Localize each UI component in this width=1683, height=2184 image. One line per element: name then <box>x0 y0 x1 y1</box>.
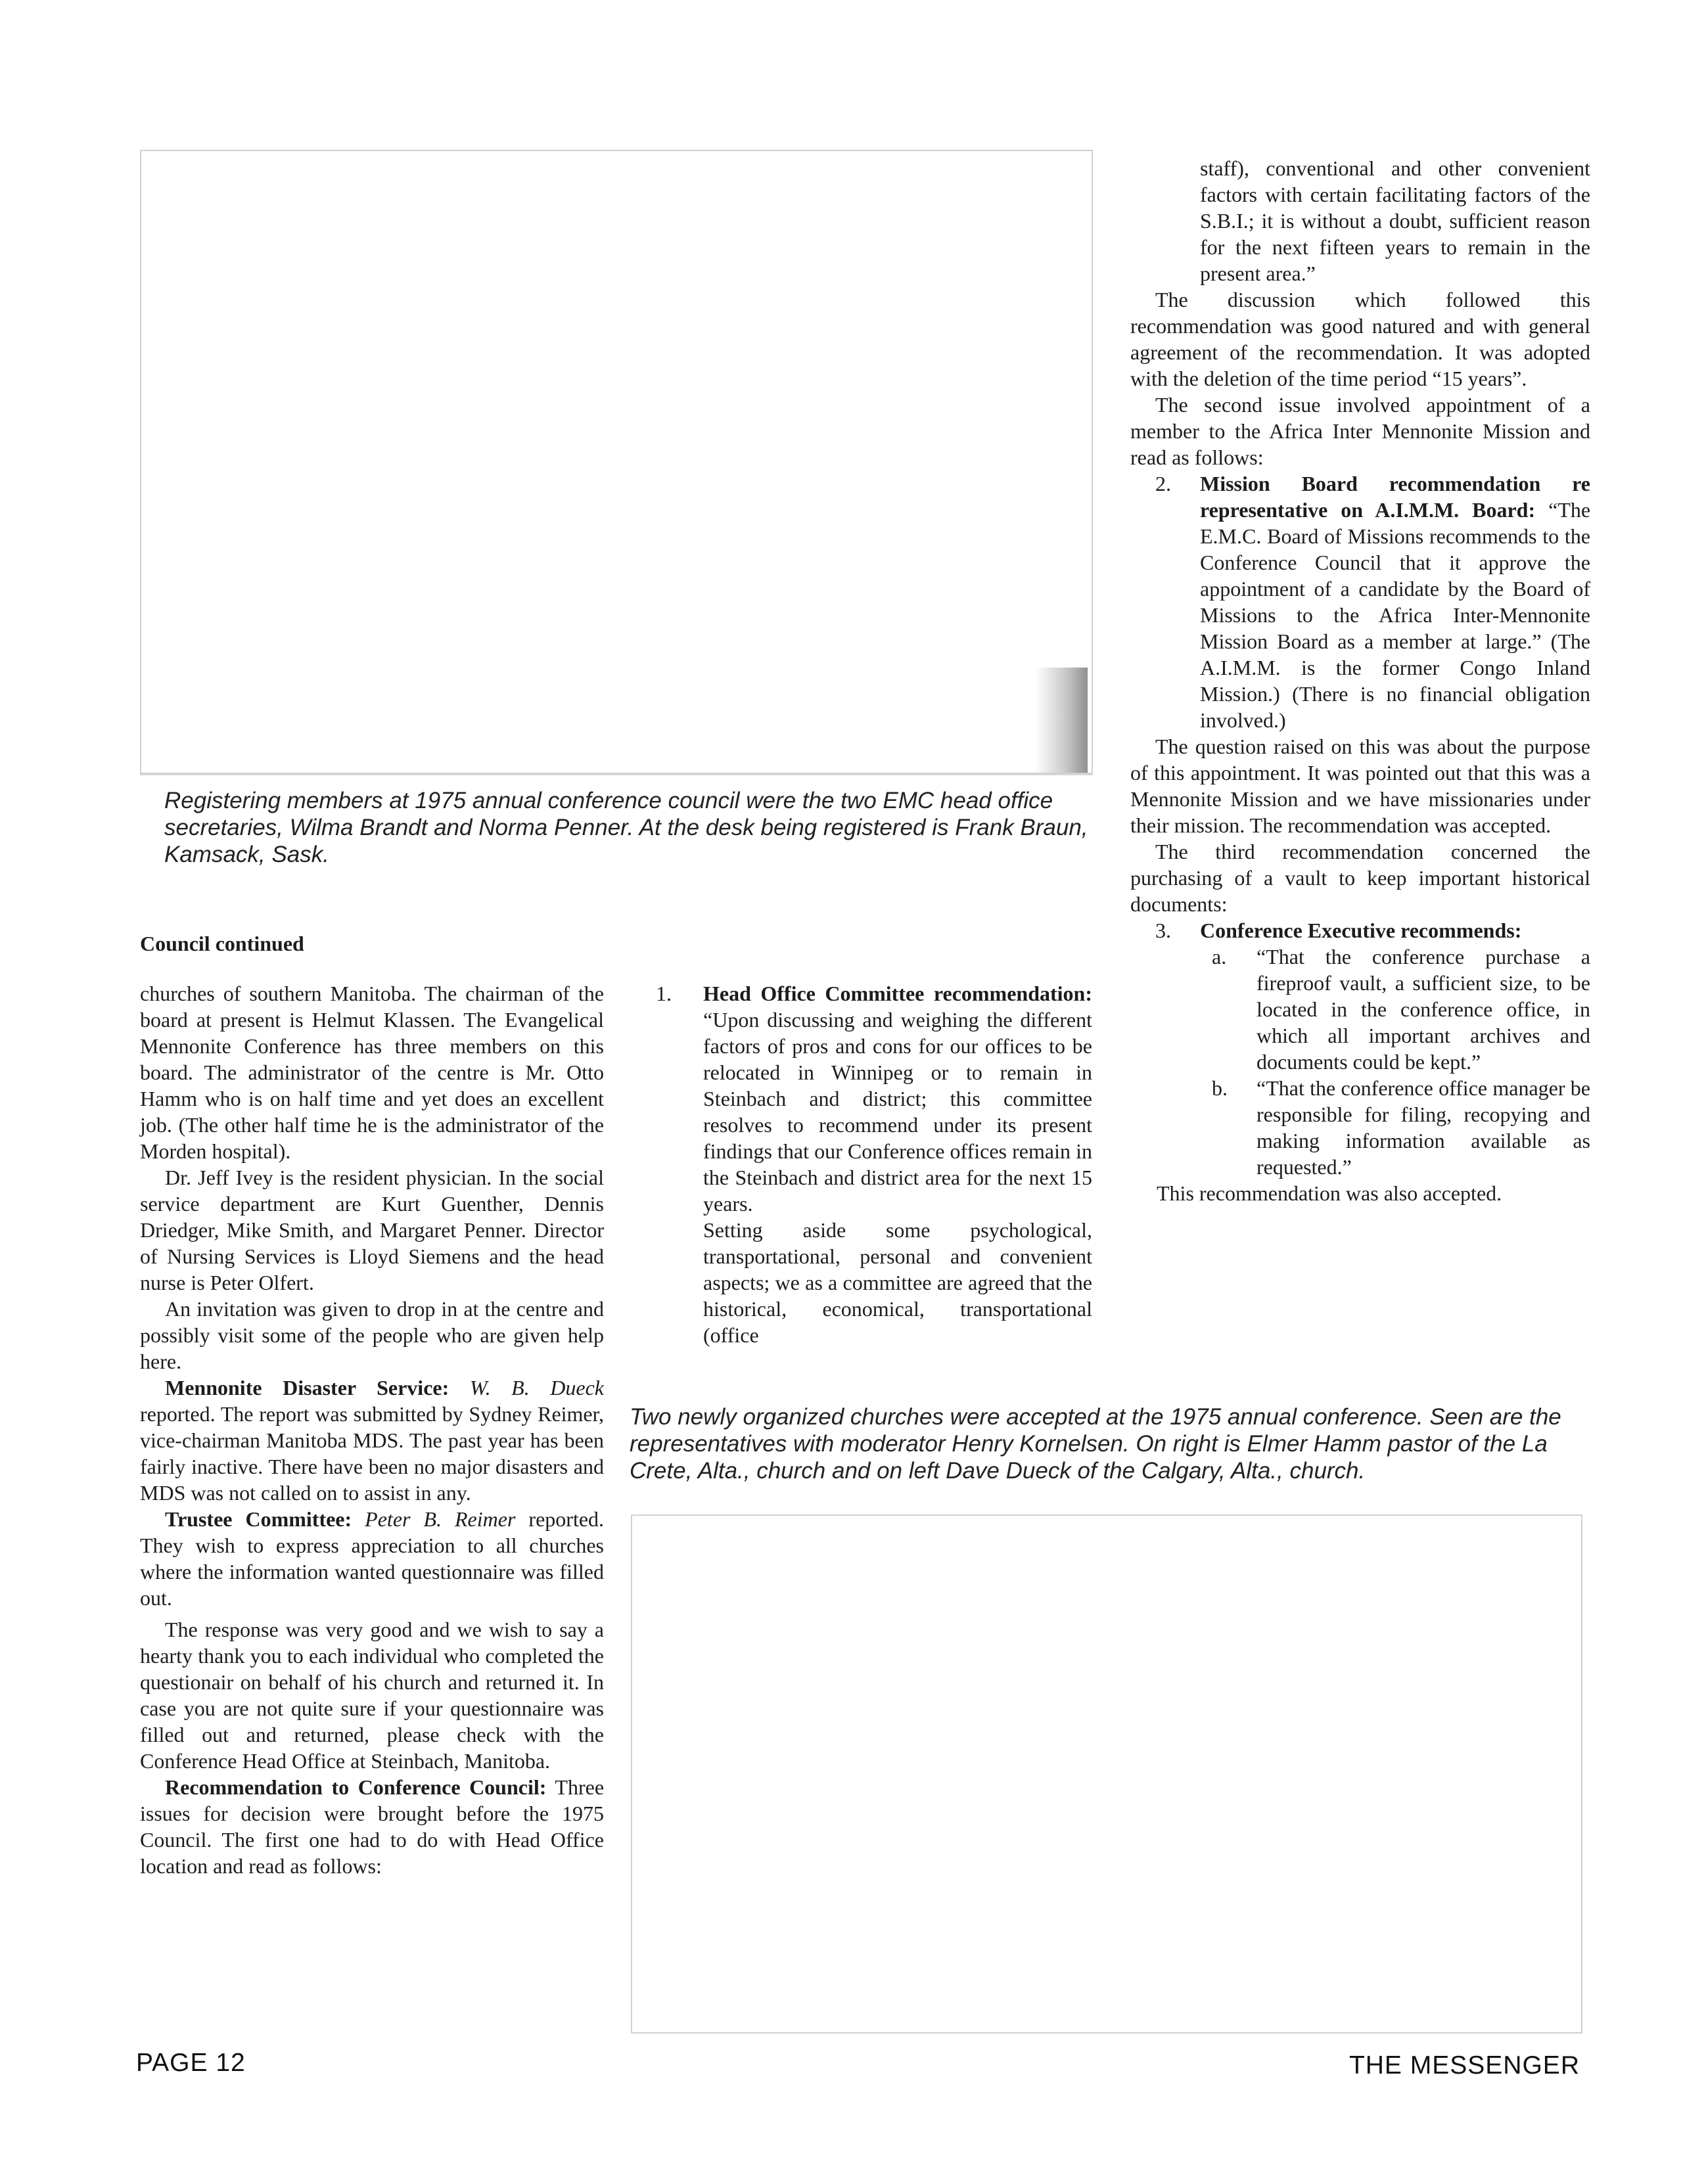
paragraph: The second issue involved appointment of a member to the Africa Inter Mennonite Mission and read as follows: <box>1130 393 1590 469</box>
list-item-label: Conference Executive recommends: <box>1200 919 1522 942</box>
list-item-label: Mission Board recommendation re representative on A.I.M.M. Board: <box>1200 472 1590 522</box>
mds-text: reported. The report was submitted by Sydney Reimer, vice-chairman Manitoba MDS. The past year has been fairly inactive. There have been no major disasters and MDS was not called on to assist in any. <box>140 1402 604 1505</box>
paragraph: churches of southern Manitoba. The chairman of the board at present is Helmut Klassen. The Evangelical Mennonite Conference has three members on this board. The administrator of the centre is Mr. Otto Hamm who is on half time and yet does an excellent job. (The other half time he is the administrator of the Morden hospital). <box>140 982 604 1163</box>
list-item-1 <box>651 980 1092 1217</box>
paragraph: The discussion which followed this recommendation was good natured and with general agreement of the recommendation. It was adopted with the deletion of the time period “15 years”. <box>1130 288 1590 390</box>
paragraph-recommendation <box>140 1774 604 1879</box>
column-2 <box>651 980 1092 1348</box>
top-photo <box>140 150 1093 774</box>
paragraph: The third recommendation concerned the purchasing of a vault to keep important historical documents: <box>1130 840 1590 916</box>
recommendation-text: Three issues for decision were brought before the 1975 Council. The first one had to do with Head Office location and read as follows: <box>140 1775 605 1878</box>
list-item-label: Head Office Committee recommendation: <box>703 982 1092 1005</box>
trustee-name: Peter B. Reimer <box>365 1507 516 1531</box>
bottom-photo <box>631 1514 1582 2034</box>
mds-name: W. B. Dueck <box>469 1376 605 1399</box>
list-item-text: “The E.M.C. Board of Missions recommends to the Conference Council that it approve the appointment of a candidate by the Board of Missions to the Africa Inter-Mennonite Mission Board as a member at large.” (The A.I.M.M. is the former Congo Inland Mission.) (There is no financial obligation involved.) <box>1200 498 1591 732</box>
bottom-photo-caption: Two newly organized churches were accepted at the 1975 annual conference. Seen are the representatives with moderator Henry Kornelsen. On right is Elmer Hamm pastor of the La Crete, Alta., church and on left Dave Dueck of the Calgary, Alta., church. <box>630 1404 1561 1484</box>
page-number: PAGE 12 <box>136 2049 246 2077</box>
mds-label: Mennonite Disaster Service: <box>165 1376 450 1399</box>
photo-shadow-mark <box>1035 668 1088 773</box>
paragraph: The question raised on this was about the purpose of this appointment. It was pointed out that this was a Mennonite Mission and we have missionaries under their mission. The recommendation was accepted. <box>1130 735 1590 837</box>
paragraph-trustee <box>140 1506 604 1611</box>
sub-item-letter: b. <box>1212 1076 1228 1100</box>
list-item-body <box>1200 470 1590 733</box>
sub-item-text: “That the conference purchase a fireproof vault, a sufficient size, to be located in the conference office, in which all important archives and documents could be kept.” <box>1256 945 1590 1074</box>
recommendation-label: Recommendation to Conference Council: <box>165 1775 547 1799</box>
sub-item-letter: a. <box>1212 945 1227 968</box>
paragraph: Setting aside some psychological, transportational, personal and convenient aspects; we as a committee are agreed that the historical, economical, transportational (office <box>703 1218 1092 1347</box>
paragraph: An invitation was given to drop in at the centre and possibly visit some of the people who are given help here. <box>140 1297 604 1373</box>
paragraph: The response was very good and we wish to say a hearty thank you to each individual who completed the questionair on behalf of his church and returned it. In case you are not quite sure if your questionnaire was filled out and returned, please check with the Conference Head Office at Steinbach, Manitoba. <box>140 1618 604 1773</box>
column-1 <box>140 930 604 1879</box>
publication-title: THE MESSENGER <box>1349 2051 1580 2080</box>
list-item-body <box>1200 917 1590 944</box>
list-item-body <box>703 980 1092 1217</box>
paragraph: This recommendation was also accepted. <box>1157 1181 1502 1205</box>
paragraph-mds <box>140 1375 604 1506</box>
list-item-text: “Upon discussing and weighing the different factors of pros and cons for our offices to be relocated in Winnipeg or to remain in Steinbach and district; this committee resolves to recommend under its present findings that our Conference offices remain in the Steinbach and district area for the next 15 years. <box>703 1008 1092 1216</box>
paragraph: Dr. Jeff Ivey is the resident physician. In the social service department are Kurt Guenther, Dennis Driedger, Mike Smith, and Margaret Penner. Director of Nursing Services is Lloyd Siemens and the head nurse is Peter Olfert. <box>140 1166 604 1294</box>
list-item-3 <box>1130 917 1590 944</box>
trustee-label: Trustee Committee: <box>165 1507 352 1531</box>
list-number: 2. <box>1155 472 1171 495</box>
top-photo-bottom-rule <box>140 774 1093 775</box>
section-heading: Council continued <box>140 932 304 955</box>
column-3 <box>1130 155 1590 1206</box>
trustee-text: reported. They wish to express appreciation to all churches where the information wanted questionnaire was filled out. <box>140 1507 605 1610</box>
paragraph: staff), conventional and other convenient factors with certain facilitating factors of the S.B.I.; it is without a doubt, sufficient reason for the next fifteen years to remain in the present area.” <box>1200 156 1590 285</box>
sub-item-b <box>1130 1075 1590 1180</box>
top-photo-caption: Registering members at 1975 annual conference council were the two EMC head office secretaries, Wilma Brandt and Norma Penner. At the desk being registered is Frank Braun, Kamsack, Sask. <box>164 788 1088 867</box>
list-number: 3. <box>1155 919 1171 942</box>
list-item-2 <box>1130 470 1590 733</box>
sub-item-text: “That the conference office manager be responsible for filing, recopying and making information available as requested.” <box>1256 1076 1590 1179</box>
sub-item-a <box>1130 944 1590 1075</box>
list-number: 1. <box>656 982 672 1005</box>
